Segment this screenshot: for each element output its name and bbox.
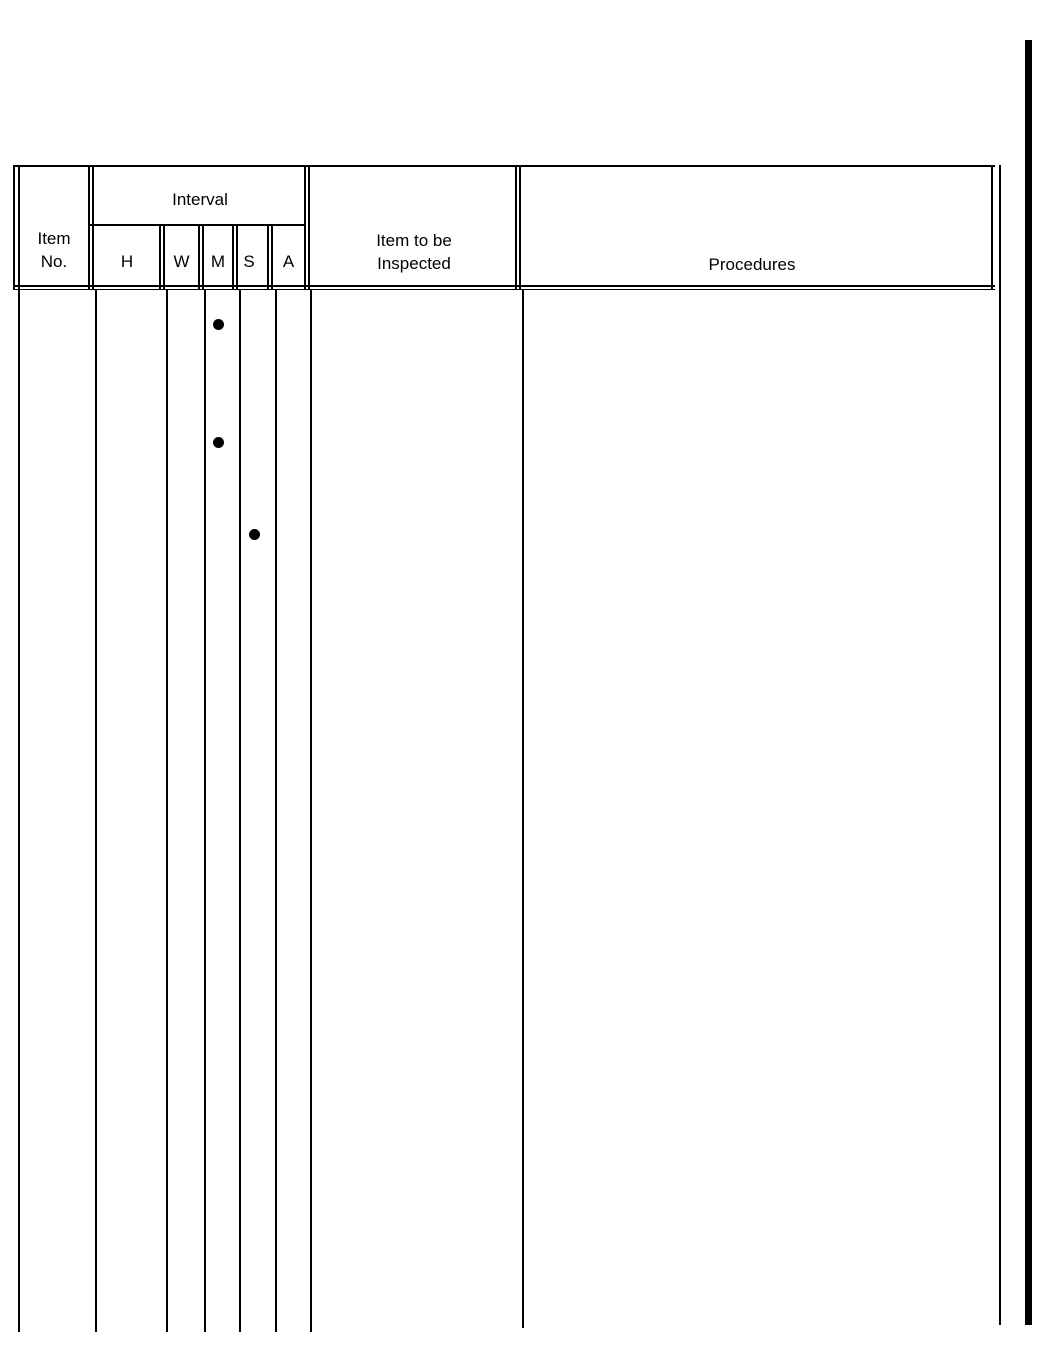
item-no-line1: Item <box>37 229 71 248</box>
right-border <box>991 165 993 290</box>
procedures-header: Procedures <box>708 255 796 274</box>
interval-mark-s-row3 <box>249 529 260 540</box>
interval-col-a: A <box>282 252 295 271</box>
body-rule-right <box>999 165 1001 1325</box>
body-rule-inspected <box>522 290 524 1328</box>
body-rule-s <box>275 290 277 1332</box>
interval-col-m: M <box>210 252 226 271</box>
left-border-inner <box>18 165 20 1332</box>
col-sep-interval <box>304 165 306 290</box>
col-sep-item-no-b <box>92 165 94 290</box>
body-rule-item-no <box>95 290 97 1332</box>
interval-mark-m-row2 <box>213 437 224 448</box>
item-inspected-line2: Inspected <box>377 254 451 273</box>
col-sep-w-m <box>198 226 200 290</box>
header-top-border <box>13 165 995 167</box>
col-sep-interval-b <box>308 165 310 290</box>
interval-header: Interval <box>172 190 228 209</box>
item-no-header <box>22 227 86 273</box>
col-sep-h-w <box>159 226 161 290</box>
item-inspected-line1: Item to be <box>376 231 452 250</box>
item-no-line2: No. <box>40 252 68 271</box>
col-sep-item-no <box>88 165 90 290</box>
body-rule-w <box>204 290 206 1332</box>
interval-col-h: H <box>120 252 134 271</box>
item-inspected-header <box>312 229 516 275</box>
body-rule-m <box>239 290 241 1332</box>
interval-mark-m-row1 <box>213 319 224 330</box>
body-rule-interval <box>310 290 312 1332</box>
col-sep-m-s <box>232 226 234 290</box>
col-sep-s-a <box>267 226 269 290</box>
margin-change-bar <box>1025 40 1032 1325</box>
interval-col-s: S <box>243 252 255 271</box>
body-rule-h <box>166 290 168 1332</box>
interval-col-w: W <box>173 252 190 271</box>
left-border <box>13 165 15 290</box>
col-sep-inspected-b <box>519 165 521 290</box>
